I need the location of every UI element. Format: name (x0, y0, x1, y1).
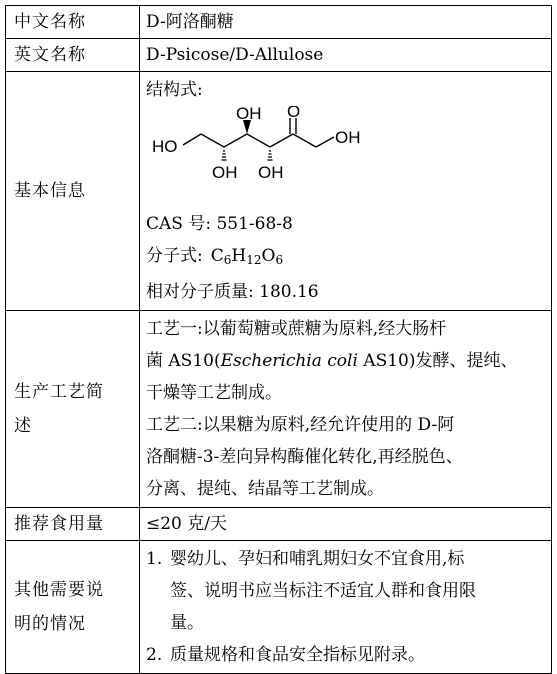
formula-h-count: 12 (246, 253, 262, 267)
note-2-text (170, 639, 545, 671)
intake-label: 推荐食用量 (6, 508, 140, 541)
oh-group-bottom-left: OH (212, 163, 238, 182)
process-2-line-1: 工艺二:以果糖为原料,经允许使用的 D-阿 (146, 415, 455, 435)
chinese-name-label: 中文名称 (6, 6, 140, 39)
basic-info-cell (140, 72, 552, 311)
ketone-oxygen: O (287, 106, 301, 121)
ho-group-left: HO (152, 137, 178, 156)
process-1-line-3: 干燥等工艺制成。 (146, 383, 282, 403)
process-2-line-3: 分离、提纯、结晶等工艺制成。 (146, 479, 384, 499)
note-1-text (170, 543, 545, 639)
oh-group-bottom-right: OH (258, 163, 284, 182)
psicose-spec-table (5, 5, 552, 674)
notes-label-line-1: 其他需要说 (14, 580, 104, 600)
hash-bond-c4 (222, 151, 227, 160)
row-english-name (6, 39, 552, 72)
note-2-line-1: 质量规格和食品安全指标见附录。 (170, 645, 425, 665)
formula-prefix: 分子式: (146, 246, 203, 266)
note-2-number: 2. (146, 645, 163, 665)
organism-name: Escherichia coli (220, 351, 358, 371)
row-chinese-name (6, 6, 552, 39)
formula-c-count: 6 (223, 253, 232, 267)
process-1-line-1: 工艺一:以葡萄糖或蔗糖为原料,经大肠杆 (146, 319, 447, 339)
basic-info-label: 基本信息 (6, 72, 140, 311)
process-cell (140, 311, 552, 508)
process-1-line-2 (146, 345, 545, 377)
note-1-number: 1. (146, 549, 163, 569)
formula-o: O (261, 246, 276, 266)
structure-diagram-svg (146, 106, 386, 208)
row-intake (6, 508, 552, 541)
row-basic-info (6, 72, 552, 311)
process-1-line-2-end: AS10)发酵、提纯、 (357, 351, 518, 371)
process-2-line-2: 洛酮糖-3-差向异构酶催化转化,再经脱色、 (146, 447, 463, 467)
intake-value: ≤20 克/天 (140, 508, 552, 541)
note-item-1 (146, 543, 545, 639)
formula-c: C (210, 246, 224, 266)
hash-bond-c5 (268, 151, 273, 160)
formula-o-count: 6 (275, 253, 284, 267)
process-label-line-1: 生产工艺简 (14, 382, 104, 402)
oh-group-right: OH (335, 128, 361, 147)
oh-group-top: OH (236, 106, 262, 123)
molecular-weight: 相对分子质量: 180.16 (146, 282, 319, 302)
row-notes (6, 541, 552, 674)
process-label (6, 311, 140, 508)
note-1-line-2: 签、说明书应当标注不适宜人群和食用限 (170, 581, 476, 601)
formula-h: H (231, 246, 247, 266)
chinese-name-value: D-阿洛酮糖 (140, 6, 552, 39)
notes-label (6, 541, 140, 674)
note-item-2 (146, 639, 545, 671)
notes-label-line-2: 明的情况 (14, 614, 86, 634)
row-process (6, 311, 552, 508)
process-1-line-2-start: 菌 AS10( (146, 351, 221, 371)
note-1-line-3: 量。 (170, 613, 204, 633)
notes-cell (140, 541, 552, 674)
english-name-label: 英文名称 (6, 39, 140, 72)
structure-label: 结构式: (146, 80, 203, 100)
note-1-line-1: 婴幼儿、孕妇和哺乳期妇女不宜食用,标 (170, 549, 465, 569)
molecular-formula (146, 240, 545, 276)
structural-formula (146, 106, 545, 208)
process-label-line-2: 述 (14, 416, 32, 436)
cas-number: CAS 号: 551-68-8 (146, 214, 293, 234)
english-name-value: D-Psicose/D-Allulose (140, 39, 552, 72)
